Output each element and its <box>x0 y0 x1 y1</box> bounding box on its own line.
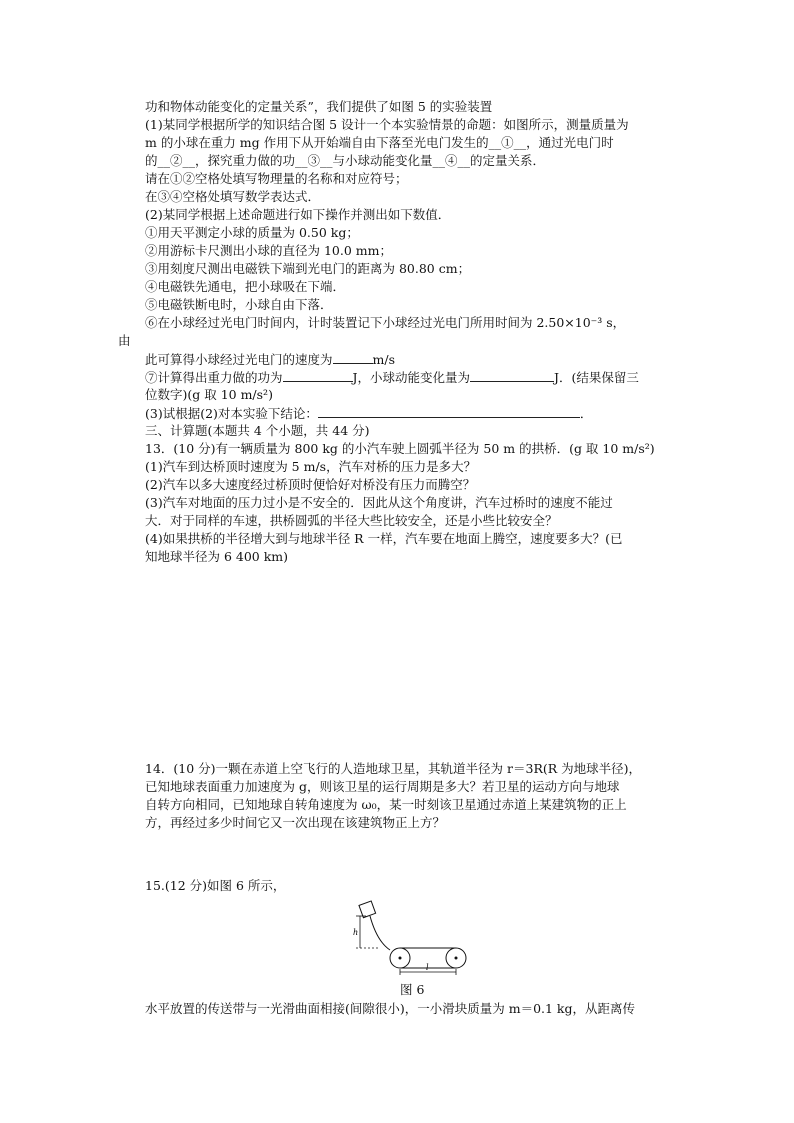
text-line: ②用游标卡尺测出小球的直径为 10.0 mm； <box>145 243 392 258</box>
text-line: (2)汽车以多大速度经过桥顶时便恰好对桥没有压力而腾空？ <box>145 477 476 492</box>
text-line: ⑤电磁铁断电时，小球自由下落． <box>145 297 333 312</box>
text-line: 请在①②空格处填写物理量的名称和对应符号； <box>145 171 408 186</box>
answer-blank <box>470 368 554 382</box>
text-line: 14．(10 分)一颗在赤道上空飞行的人造地球卫星，其轨道半径为 r＝3R(R 为地球半径)， <box>145 761 641 776</box>
text-segment: (3)试根据(2)对本实验下结论： <box>145 406 318 421</box>
text-line: 知地球半径为 6 400 km) <box>145 549 289 564</box>
text-line: 的__②__，探究重力做的功__③__与小球动能变化量__④__的定量关系． <box>145 153 546 168</box>
text-line <box>145 368 639 387</box>
section-heading: 三、计算题(本题共 4 个小题，共 44 分) <box>145 423 370 438</box>
text-line: (3)汽车对地面的压力过小是不安全的．因此从这个角度讲，汽车过桥时的速度不能过 <box>145 495 613 510</box>
text-line: ③用刻度尺测出电磁铁下端到光电门的距离为 80.80 cm； <box>145 261 471 276</box>
text-line: (1)汽车到达桥顶时速度为 5 m/s，汽车对桥的压力是多大？ <box>145 459 477 474</box>
text-segment: ． <box>579 406 593 421</box>
text-line <box>145 404 592 423</box>
text-line: (1)某同学根据所学的知识结合图 5 设计一个本实验情景的命题：如图所示，测量质量为 <box>145 117 629 132</box>
text-line: (4)如果拱桥的半径增大到与地球半径 R 一样，汽车要在地面上腾空，速度要多大？(已 <box>145 531 623 546</box>
height-label: h <box>353 928 359 937</box>
text-line: 在③④空格处填写数学表达式． <box>145 189 321 204</box>
text-segment: m/s <box>372 352 395 367</box>
text-line: 13．(10 分)有一辆质量为 800 kg 的小汽车驶上圆弧半径为 50 m 的拱桥．(g 取 10 m/s²) <box>145 441 655 456</box>
text-line: 由 <box>118 333 131 348</box>
text-line: 水平放置的传送带与一光滑曲面相接(间隙很小)，一小滑块质量为 m＝0.1 kg，从距离传 <box>145 1001 636 1016</box>
text-line: m 的小球在重力 mg 作用下从开始端自由下落至光电门发生的__①__，通过光电门时 <box>145 135 614 150</box>
text-line: ①用天平测定小球的质量为 0.50 kg； <box>145 225 359 240</box>
answer-blank <box>333 350 373 364</box>
text-segment: J，小球动能变化量为 <box>352 370 471 385</box>
text-line: 功和物体动能变化的定量关系”，我们提供了如图 5 的实验装置 <box>145 99 493 114</box>
text-segment: ⑦计算得出重力做的功为 <box>145 370 283 385</box>
text-segment: 此可算得小球经过光电门的速度为 <box>145 352 333 367</box>
text-line: 大．对于同样的车速，拱桥圆弧的半径大些比较安全，还是小些比较安全？ <box>145 513 558 528</box>
text-line: 15.(12 分)如图 6 所示， <box>145 878 286 893</box>
text-segment: J．(结果保留三 <box>554 370 639 385</box>
text-line: 自转方向相同，已知地球自转角速度为 ω₀，某一时刻该卫星通过赤道上某建筑物的正上 <box>145 797 627 812</box>
text-line: 位数字)(g 取 10 m/s²) <box>145 387 273 402</box>
text-line: ④电磁铁先通电，把小球吸在下端． <box>145 279 346 294</box>
answer-blank <box>318 404 580 418</box>
curved-surface <box>370 916 390 950</box>
block <box>359 901 376 918</box>
text-line: 方，再经过多少时间它又一次出现在该建筑物正上方？ <box>145 815 446 830</box>
answer-blank <box>283 368 353 382</box>
text-line: (2)某同学根据上述命题进行如下操作并测出如下数值． <box>145 207 451 222</box>
text-line: 已知地球表面重力加速度为 g，则该卫星的运行周期是多大？若卫星的运动方向与地球 <box>145 779 620 794</box>
length-label: l <box>426 963 429 972</box>
text-line <box>145 350 395 369</box>
text-line: ⑥在小球经过光电门时间内，计时装置记下小球经过光电门所用时间为 2.50×10⁻³ s， <box>145 315 626 330</box>
figure-caption: 图 6 <box>400 982 425 997</box>
